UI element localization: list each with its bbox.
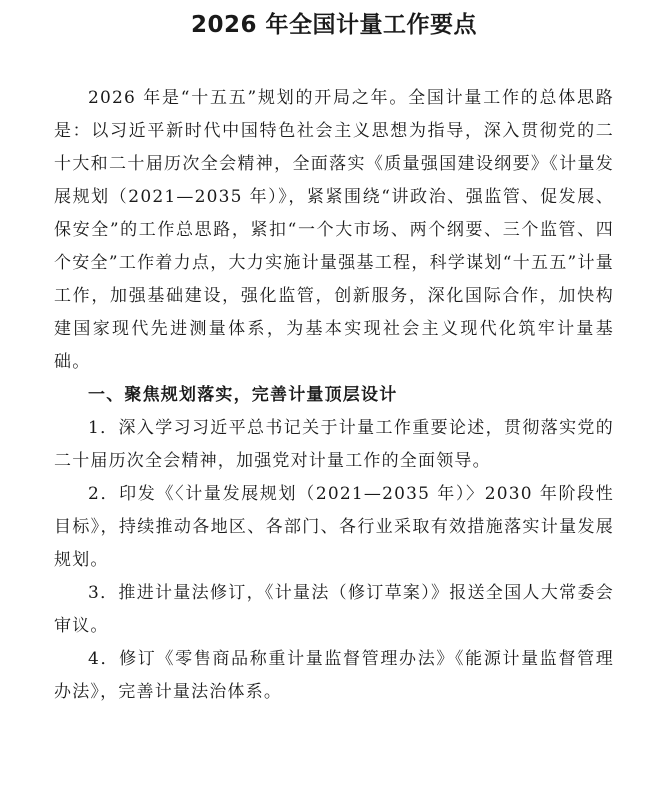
section-heading: 一、聚焦规划落实，完善计量顶层设计	[88, 385, 398, 405]
list-item: 3．推进计量法修订，《计量法（修订草案）》报送全国人大常委会审议。	[54, 583, 614, 636]
document-title: 2026 年全国计量工作要点	[190, 12, 478, 38]
list-item: 4．修订《零售商品称重计量监督管理办法》《能源计量监督管理办法》，完善计量法治体系。	[54, 649, 614, 702]
list-item: 1．深入学习习近平总书记关于计量工作重要论述，贯彻落实党的二十届历次全会精神，加强党对计量工作的全面领导。	[54, 418, 614, 471]
list-item: 2．印发《〈计量发展规划（2021—2035 年）〉2030 年阶段性目标》，持续推动各地区、各部门、各行业采取有效措施落实计量发展规划。	[54, 484, 614, 570]
intro-paragraph: 2026 年是“十五五”规划的开局之年。全国计量工作的总体思路是：以习近平新时代中国特色社会主义思想为指导，深入贯彻党的二十大和二十届历次全会精神，全面落实《质量强国建设纲要》《计量发展规划（2021—2035 年）》，紧紧围绕“讲政治、强监管、促发展、保安全”的工作总思路，紧扣“一个大市场、两个纲要、三个监管、四个安全”工作着力点，大力实施计量强基工程，科学谋划“十五五”计量工作，加强基础建设，强化监管，创新服务，深化国际合作，加快构建国家现代先进测量体系，为基本实现社会主义现代化筑牢计量基础。	[54, 88, 614, 372]
